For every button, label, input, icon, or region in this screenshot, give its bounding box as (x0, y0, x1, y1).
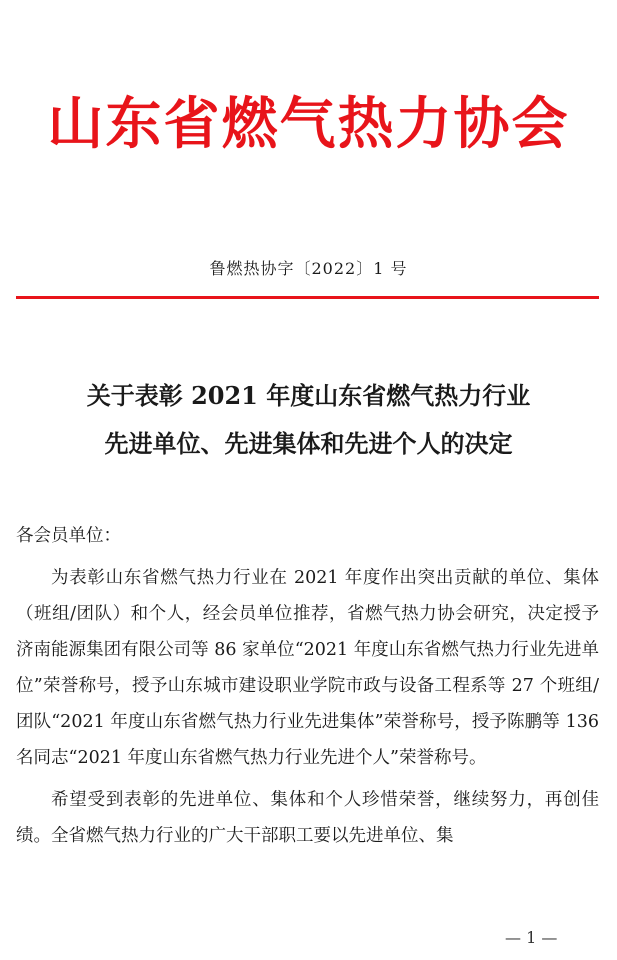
title-line-1: 关于表彰 2021 年度山东省燃气热力行业 (86, 381, 531, 410)
organization-header: 山东省燃气热力协会 (47, 91, 570, 157)
title-line-2: 先进单位、先进集体和先进个人的决定 (104, 429, 513, 458)
document-number: 鲁燃热协字〔2022〕1 号 (209, 259, 408, 278)
document-title (0, 372, 617, 468)
salutation: 各会员单位： (16, 526, 121, 546)
body-paragraph-1: 为表彰山东省燃气热力行业在 2021 年度作出突出贡献的单位、集体（班组/团队）和个人，经会员单位推荐，省燃气热力协会研究，决定授予济南能源集团有限公司等 86 家单位“2021 年度山东省燃气热力行业先进单位”荣誉称号，授予山东城市建设职业学院市政与设备工程系等 27 个班组/团队“2021 年度山东省燃气热力行业先进集体”荣誉称号，授予陈鹏等 136 名同志“2021 年度山东省燃气热力行业先进个人”荣誉称号。 (16, 568, 599, 768)
document-body (16, 518, 599, 860)
page-number: — 1 — (505, 928, 558, 947)
red-divider-line (16, 296, 599, 299)
body-paragraph-2: 希望受到表彰的先进单位、集体和个人珍惜荣誉，继续努力，再创佳绩。全省燃气热力行业的广大干部职工要以先进单位、集 (16, 790, 599, 846)
